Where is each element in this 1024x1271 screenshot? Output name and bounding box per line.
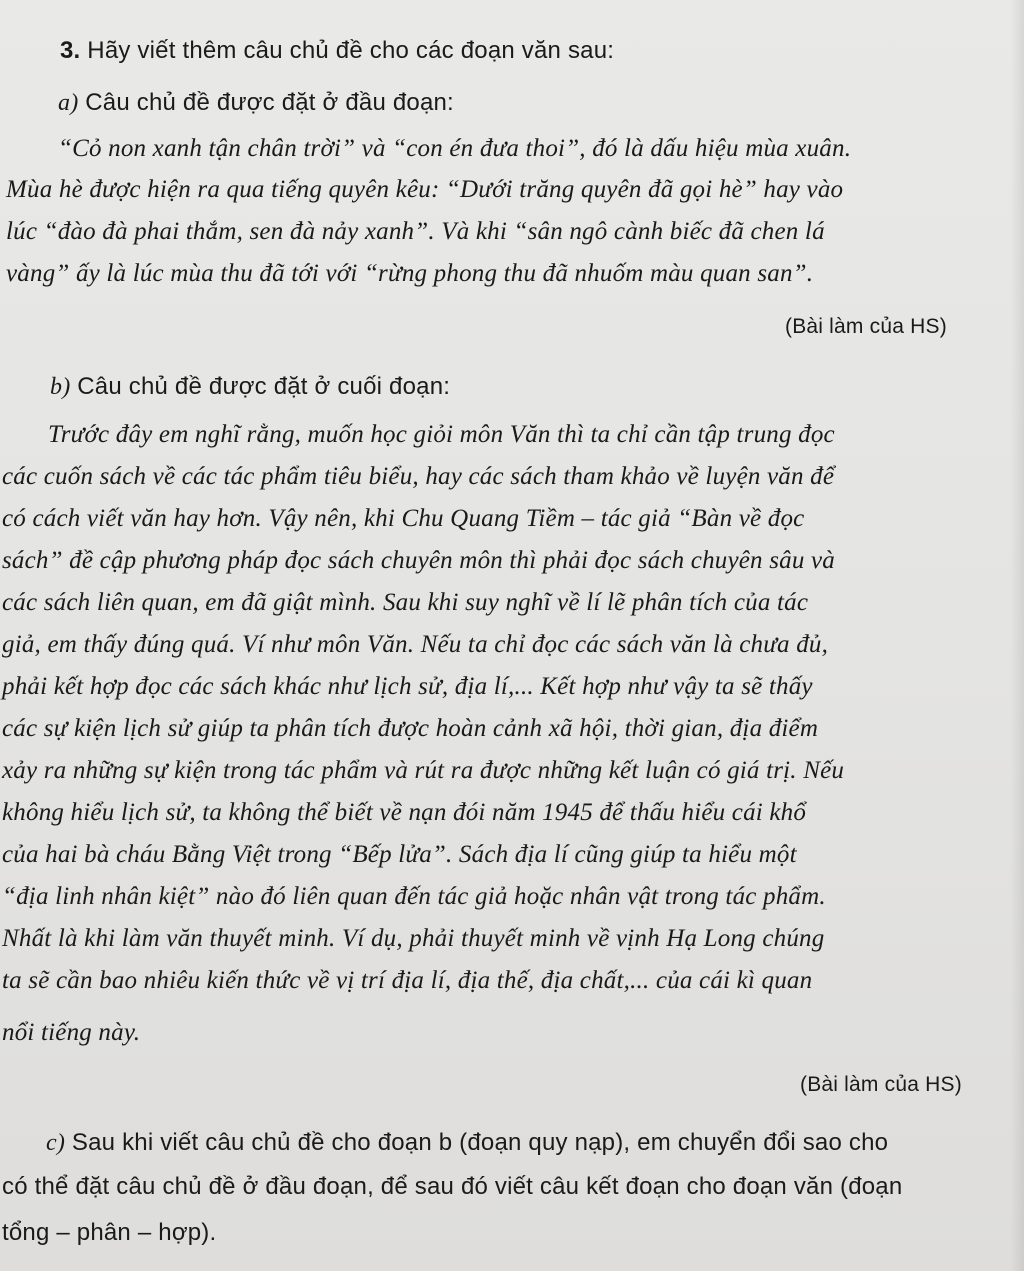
part-b-line: các sách liên quan, em đã giật mình. Sau khi suy nghĩ về lí lẽ phân tích của tác	[2, 589, 809, 616]
part-b-line: có cách viết văn hay hơn. Vậy nên, khi Chu Quang Tiềm – tác giả “Bàn về đọc	[2, 505, 805, 532]
exercise-title: Hãy viết thêm câu chủ đề cho các đoạn văn sau:	[80, 37, 615, 64]
part-c-text: Sau khi viết câu chủ đề cho đoạn b (đoạn quy nạp), em chuyển đổi sao cho	[65, 1129, 889, 1156]
part-b-line: các sự kiện lịch sử giúp ta phân tích được hoàn cảnh xã hội, thời gian, địa điểm	[2, 715, 819, 742]
part-b-line: nổi tiếng này.	[2, 1019, 141, 1046]
part-b-line: không hiểu lịch sử, ta không thể biết về nạn đói năm 1945 để thấu hiểu cái khổ	[2, 799, 807, 826]
part-b-line: phải kết hợp đọc các sách khác như lịch sử, địa lí,... Kết hợp như vậy ta sẽ thấy	[2, 673, 813, 700]
part-a-note: (Bài làm của HS)	[785, 315, 947, 338]
part-b-line: sách” đề cập phương pháp đọc sách chuyên môn thì phải đọc sách chuyên sâu và	[2, 547, 835, 574]
part-b-line: ta sẽ cần bao nhiêu kiến thức về vị trí địa lí, địa thế, địa chất,... của cái kì quan	[2, 967, 813, 994]
exercise-heading	[60, 36, 614, 66]
part-b-label: b)	[50, 374, 71, 400]
part-c-label: c)	[46, 1130, 66, 1156]
part-b-note: (Bài làm của HS)	[800, 1073, 962, 1096]
part-a-line: “Cỏ non xanh tận chân trời” và “con én đưa thoi”, đó là dấu hiệu mùa xuân.	[58, 135, 852, 162]
part-c-line	[46, 1128, 888, 1158]
part-b-line: Trước đây em nghĩ rằng, muốn học giỏi môn Văn thì ta chỉ cần tập trung đọc	[48, 421, 835, 448]
page-edge-shadow	[1010, 0, 1024, 1271]
part-b-line: “địa linh nhân kiệt” nào đó liên quan đến tác giả hoặc nhân vật trong tác phẩm.	[2, 883, 826, 910]
part-b-line: giả, em thấy đúng quá. Ví như môn Văn. Nếu ta chỉ đọc các sách văn là chưa đủ,	[2, 631, 829, 658]
part-b-line: của hai bà cháu Bằng Việt trong “Bếp lửa”. Sách địa lí cũng giúp ta hiểu một	[2, 841, 797, 868]
part-b-line: xảy ra những sự kiện trong tác phẩm và rút ra được những kết luận có giá trị. Nếu	[2, 757, 845, 784]
part-b-line: Nhất là khi làm văn thuyết minh. Ví dụ, phải thuyết minh về vịnh Hạ Long chúng	[2, 925, 825, 952]
part-a-heading	[58, 88, 454, 118]
part-a-line: vàng” ấy là lúc mùa thu đã tới với “rừng phong thu đã nhuốm màu quan san”.	[6, 260, 814, 287]
exercise-number: 3.	[60, 37, 81, 64]
part-c-line: tổng – phân – hợp).	[2, 1219, 217, 1246]
part-a-label: a)	[58, 90, 79, 116]
part-a-line: Mùa hè được hiện ra qua tiếng quyên kêu: “Dưới trăng quyên đã gọi hè” hay vào	[6, 176, 844, 203]
part-b-line: các cuốn sách về các tác phẩm tiêu biểu, hay các sách tham khảo về luyện văn để	[2, 463, 835, 490]
part-a-line: lúc “đào đà phai thắm, sen đà nảy xanh”. Và khi “sân ngô cành biếc đã chen lá	[6, 218, 825, 245]
part-b-heading-text: Câu chủ đề được đặt ở cuối đoạn:	[70, 373, 451, 400]
part-c-line: có thể đặt câu chủ đề ở đầu đoạn, để sau đó viết câu kết đoạn cho đoạn văn (đoạn	[2, 1173, 903, 1200]
part-b-heading	[50, 372, 450, 402]
part-a-heading-text: Câu chủ đề được đặt ở đầu đoạn:	[78, 89, 454, 116]
